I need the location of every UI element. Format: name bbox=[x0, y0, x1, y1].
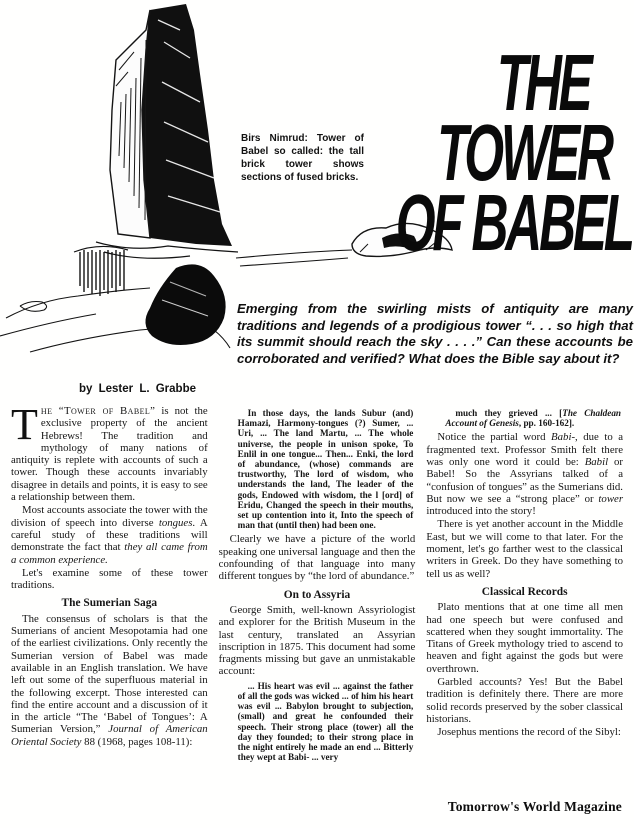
column-2 bbox=[219, 405, 416, 765]
article-title bbox=[263, 38, 632, 267]
it: Babil bbox=[584, 456, 609, 468]
title-line-1: THE bbox=[496, 38, 590, 127]
it: The Chaldean Account of Genesis bbox=[445, 408, 622, 429]
paragraph: George Smith, well-known Assyriologist and explorer for the British Museum in the last century, translated an Assyrian inscription in 1875. This document had some fragments missing but gave an unmistakable account: bbox=[218, 603, 416, 678]
title-line-2: TOWER bbox=[437, 108, 611, 197]
paragraph: Most accounts associate the tower with the division of speech into diverse tongues. A careful study of these traditions will demonstrate the fact that they all came from a common experience. bbox=[11, 504, 208, 566]
it: Journal of American Oriental Society bbox=[11, 723, 208, 748]
shadow-blob bbox=[145, 264, 225, 345]
it: Babi- bbox=[551, 431, 576, 444]
tower-group bbox=[96, 4, 238, 258]
paragraph: Clearly we have a picture of the world speaking one universal language and then the confounding of that language into many different tongues by “the lord of abundance.” bbox=[218, 533, 416, 583]
section-heading: The Sumerian Saga bbox=[61, 597, 158, 610]
title-line-3: OF BABEL bbox=[395, 178, 632, 267]
paragraph: Plato mentions that at one time all men had one speech but were confused and scattered when they sought immortality. The Titans of Greek mythology tried to ascend to heaven and fight against the gods but were overthrown. bbox=[426, 601, 624, 675]
it: tower bbox=[598, 492, 624, 505]
column-3 bbox=[426, 405, 623, 765]
paragraph: Let's examine some of these tower traditions. bbox=[11, 566, 208, 592]
byline: by Lester L. Grabbe bbox=[79, 383, 197, 395]
block-quote: ... His heart was evil ... against the father of all the gods was wicked ... of him his heart was evil ... Babylon brought to subjection, (small) and great he confounded their speech. Their strong place (tower) all the day they founded; to their strong place in the night entirely he made an end ... Bitterly they wept at Babi- ... very bbox=[237, 680, 414, 763]
paragraph: Notice the partial word Babi-, due to a fragmented text. Professor Smith felt there was only one word it could be: Babil or Babel! So the Assyrians talked of a “confusion of tongues” as the Sumerians did. But now we see a “strong place” or tower introduced into the story! bbox=[426, 431, 624, 518]
section-heading: Classical Records bbox=[481, 585, 568, 598]
intro-deck: Emerging from the swirling mists of antiquity are many traditions and legends of a prodigious tower “. . . so high that its summit should reach the sky . . . .” Can these accounts be corroborated and verified? What does the Bible say about it? bbox=[237, 301, 633, 366]
footer-magazine-name: Tomorrow's World Magazine bbox=[447, 799, 622, 814]
block-quote: much they grieved ... [The Chaldean Account of Genesis, pp. 160-162]. bbox=[445, 408, 622, 429]
paragraph: There is yet another account in the Middle East, but we will come to that later. For the moment, let's go farther west to the classical writers in Greek. Do they have something to tell us as well? bbox=[426, 518, 624, 580]
paragraph: The consensus of scholars is that the Sumerians of ancient Mesopotamia had one of the earliest civilizations. Only recently the Sumerian version of Babel was made available in an English translation. We have left out some of the superfluous material in the following excerpt. Those interested can find the entire account and a discussion of it in the article “The ‘Babel of Tongues’: A Sumerian Version,” Journal of American Oriental Society 88 (1968, pages 108-11): bbox=[11, 612, 208, 748]
rubble-hatch-group bbox=[74, 246, 128, 296]
smallcaps: he “Tower of Babel” bbox=[40, 405, 156, 417]
block-quote: In those days, the lands Subur (and) Hamazi, Harmony-tongues (?) Sumer, ... Uri, ... The land Martu, ... The whole universe, the people in unison spoke, To Enlil in one tongue... Then... Enki, the lord of abundance, (whose) commands are trustworthy, The lord of wisdom, who understands the land, The leader of the gods, Endowed with wisdom, the l [ord] of Eridu, Changed the speech in their mouths, set up contention into it, Into the speech of man that (until then) had been one. bbox=[237, 408, 414, 531]
it: tongues bbox=[158, 516, 193, 529]
it: they all came from a common experience. bbox=[11, 541, 208, 566]
dropcap: T bbox=[11, 400, 38, 449]
article-body bbox=[11, 400, 624, 765]
paragraph: Josephus mentions the record of the Sibyl: bbox=[437, 726, 621, 739]
section-heading: On to Assyria bbox=[283, 588, 351, 601]
photo-caption: Birs Nimrud: Tower of Babel so called: the tall brick tower shows sections of fused bricks. bbox=[241, 133, 364, 183]
paragraph: The “Tower of Babel” is not the exclusive property of the ancient Hebrews! The tradition and mythology of many nations of antiquity is replete with accounts of such a tower. Though these accounts invariably disagree in details and points, it is easy to see a relationship between them. bbox=[11, 400, 208, 504]
column-1 bbox=[11, 400, 208, 765]
paragraph: Garbled accounts? Yes! But the Babel tradition is definitely there. There are more solid records preserved by the sober classical historians. bbox=[426, 676, 624, 725]
